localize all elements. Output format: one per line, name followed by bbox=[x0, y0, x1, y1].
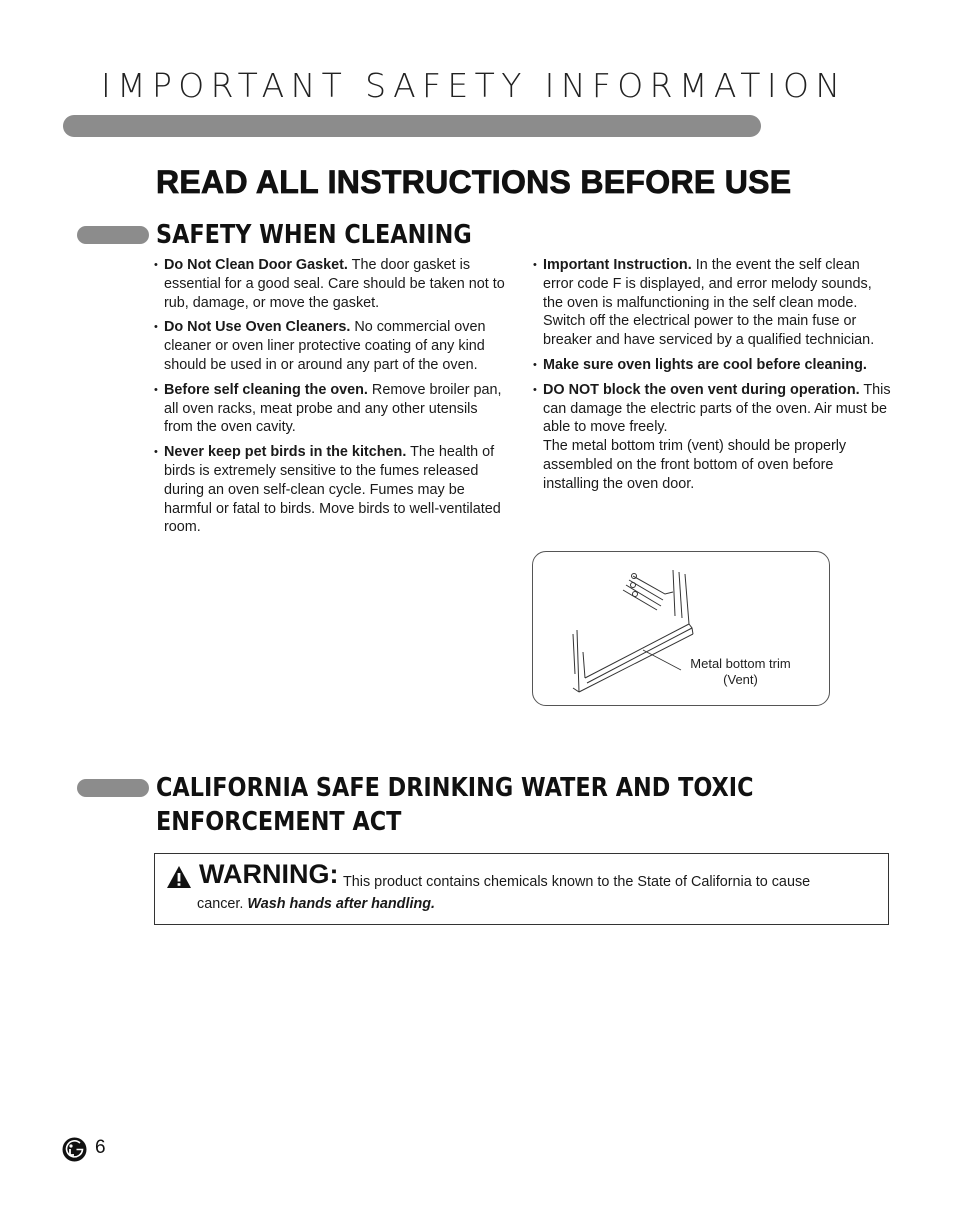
figure-label-line: (Vent) bbox=[723, 671, 758, 687]
item-text: No commercial oven cleaner or oven liner protective coating of any kind should be used in or around any part of the oven. bbox=[164, 319, 486, 373]
item-title: Do Not Use Oven Cleaners. bbox=[164, 319, 351, 336]
page-number: 6 bbox=[95, 1137, 106, 1158]
section-heading-safety-cleaning: SAFETY WHEN CLEANING bbox=[156, 220, 472, 250]
figure-label bbox=[683, 656, 798, 687]
warning-icon bbox=[166, 865, 192, 889]
right-column bbox=[534, 256, 892, 500]
lg-logo-icon bbox=[62, 1137, 87, 1162]
figure-label-line: Metal bottom trim bbox=[690, 656, 791, 671]
item-text: The metal bottom trim (vent) should be properly assembled on the front bottom of oven before installing the oven door. bbox=[543, 438, 847, 492]
warning-text: cancer. bbox=[197, 896, 248, 912]
heading-line: ENFORCEMENT ACT bbox=[156, 807, 402, 837]
list-item bbox=[155, 256, 507, 312]
heading-line: CALIFORNIA SAFE DRINKING WATER AND TOXIC bbox=[156, 773, 754, 803]
page-header-title: IMPORTANT SAFETY INFORMATION bbox=[101, 66, 847, 105]
item-text: In the event the self clean error code F is displayed, and error melody sounds, the oven is malfunctioning in the self clean mode. Switch off the electrical power to the main fuse or breaker and have serviced by a qualified technician. bbox=[543, 257, 875, 349]
section-marker bbox=[77, 226, 149, 244]
warning-emphasis: Wash hands after handling. bbox=[247, 896, 436, 912]
warning-text-line2 bbox=[197, 896, 435, 912]
list-item bbox=[534, 381, 892, 494]
list-item bbox=[534, 256, 892, 350]
section-heading-california bbox=[156, 771, 754, 839]
vent-figure bbox=[532, 551, 830, 706]
section-marker bbox=[77, 779, 149, 797]
list-item bbox=[155, 443, 507, 537]
list-item bbox=[155, 318, 507, 374]
item-text: The door gasket is essential for a good seal. Care should be taken not to rub, damage, or move the gasket. bbox=[164, 257, 505, 311]
item-text: The health of birds is extremely sensitive to the fumes released during an oven self-clean cycle. Fumes may be harmful or fatal to birds. Move birds to well-ventilated room. bbox=[164, 444, 501, 536]
list-item bbox=[155, 381, 507, 437]
item-text: This can damage the electric parts of the oven. Air must be able to move freely. bbox=[543, 381, 891, 436]
item-title: Make sure oven lights are cool before cleaning. bbox=[543, 356, 867, 373]
item-title: Important Instruction. bbox=[543, 257, 692, 273]
left-column bbox=[155, 256, 507, 543]
warning-box bbox=[154, 853, 889, 925]
list-item bbox=[534, 356, 892, 375]
main-heading: READ ALL INSTRUCTIONS BEFORE USE bbox=[156, 164, 792, 200]
warning-text: This product contains chemicals known to the State of California to cause bbox=[343, 874, 811, 890]
warning-label: WARNING: bbox=[199, 859, 339, 889]
item-title: Never keep pet birds in the kitchen. bbox=[164, 444, 407, 461]
item-title: Before self cleaning the oven. bbox=[164, 381, 368, 398]
header-bar bbox=[63, 115, 761, 137]
item-title: DO NOT block the oven vent during operation. bbox=[543, 381, 860, 398]
item-text: Remove broiler pan, all oven racks, meat probe and any other utensils from the oven cavity. bbox=[164, 381, 502, 436]
item-title: Do Not Clean Door Gasket. bbox=[164, 257, 348, 273]
